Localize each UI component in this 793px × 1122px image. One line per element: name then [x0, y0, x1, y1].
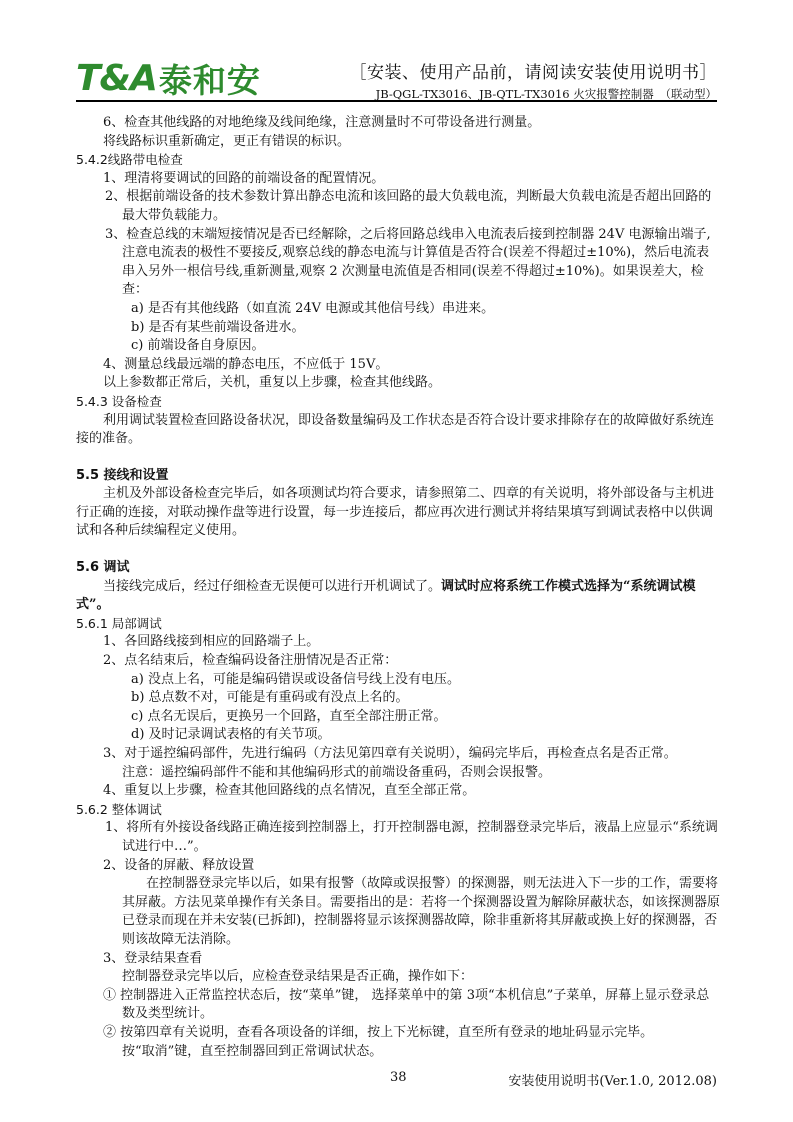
header-subtitle: JB-QGL-TX3016、JB-QTL-TX3016 火灾报警控制器 （联动型）	[375, 87, 717, 101]
list-item: 1、理清将要调试的回路的前端设备的配置情况。	[103, 170, 385, 186]
sub-list-item: b) 总点数不对，可能是有重码或有没点上名的。	[131, 690, 409, 706]
paragraph: 以上参数都正常后，关机，重复以上步骤，检查其他线路。	[103, 375, 442, 391]
section-heading-5-6-2: 5.6.2 整体调试	[76, 801, 162, 817]
footer-version: 安装使用说明书(Ver.1.0, 2012.08)	[508, 1074, 717, 1089]
section-heading-5-4-3: 5.4.3 设备检查	[76, 393, 162, 409]
sub-list-item: d) 及时记录调试表格的有关节项。	[131, 727, 331, 743]
list-item: 2、根据前端设备的技术参数计算出静态电流和该回路的最大负载电流，判断最大负载电流是否超出回路的最大带负载能力。	[105, 189, 712, 223]
header-text	[350, 58, 718, 102]
note: 注意：遥控编码部件不能和其他编码形式的前端设备重码，否则会误报警。	[122, 764, 552, 780]
list-item: 3、检查总线的末端短接情况是否已经解除，之后将回路总线串入电流表后接到控制器 24V 电源输出端子,注意电流表的极性不要接反,观察总线的静态电流与计算值是否符合(误差不得超过±10%)，然后电流表串入另外一根信号线,重新测量,观察 2 次测量电流值是否相同(误差不得超过±10%)。如果误差大，检查：	[105, 226, 711, 298]
paragraph: 主机及外部设备检查完毕后，如各项测试均符合要求，请参照第二、四章的有关说明，将外部设备与主机进行正确的连接，对联动操作盘等进行设置，每一步连接后，都应再次进行测试并将结果填写到调试表格中以供调试和各种后续编程定义使用。	[76, 486, 715, 539]
paragraph: 按“取消”键，直至控制器回到正常调试状态。	[122, 1043, 383, 1059]
logo-latin: T&A	[76, 57, 157, 99]
sub-list-item: a) 是否有其他线路（如直流 24V 电源或其他信号线）串进来。	[131, 300, 495, 316]
paragraph	[76, 578, 720, 615]
company-logo	[76, 55, 261, 101]
sub-list-item: c) 点名无误后，更换另一个回路，直至全部注册正常。	[131, 708, 447, 724]
list-item: 2、设备的屏蔽、释放设置	[103, 857, 255, 873]
paragraph: 将线路标识重新确定，更正有错误的标识。	[103, 133, 351, 149]
paragraph-text: 当接线完成后，经过仔细检查无误便可以进行开机调试了。	[103, 578, 442, 594]
circled-step: ② 按第四章有关说明，查看各项设备的详细，按上下光标键，直至所有登录的地址码显示完毕。	[103, 1024, 654, 1040]
list-item: 2、点名结束后，检查编码设备注册情况是否正常：	[103, 653, 398, 669]
section-heading-5-5: 5.5 接线和设置	[76, 467, 169, 483]
list-item: 3、登录结果查看	[103, 950, 203, 966]
section-heading-5-4-2: 5.4.2线路带电检查	[76, 152, 183, 168]
section-heading-5-6: 5.6 调试	[76, 560, 130, 576]
list-item: 1、将所有外接设备线路正确连接到控制器上，打开控制器电源，控制器登录完毕后，液晶上应显示“系统调试进行中…”。	[105, 820, 718, 854]
header-title: ［安装、使用产品前，请阅读安装使用说明书］	[349, 63, 717, 83]
sub-list-item: c) 前端设备自身原因。	[131, 338, 265, 354]
list-item: 1、各回路线接到相应的回路端子上。	[103, 634, 320, 650]
paragraph: 控制器登录完毕以后，应检查登录结果是否正确，操作如下：	[122, 969, 474, 985]
emphasis-text: 调试时应将系统工作模式选择为“系统调试模式”。	[76, 578, 696, 613]
paragraph: 在控制器登录完毕以后，如果有报警（故障或误报警）的探测器，则无法进入下一步的工作，需要将其屏蔽。方法见菜单操作有关条目。需要指出的是：若将一个探测器设置为解除屏蔽状态，如该探测器原已登录而现在并未安装(已拆卸)，控制器将显示该探测器故障，除非重新将其屏蔽或换上好的探测器，否则该故障无法消除。	[122, 876, 721, 947]
list-item: 4、重复以上步骤，检查其他回路线的点名情况，直至全部正常。	[103, 783, 476, 799]
logo-chinese: 泰和安	[158, 60, 261, 100]
list-item: 3、对于遥控编码部件，先进行编码（方法见第四章有关说明），编码完毕后，再检查点名是否正常。	[103, 746, 677, 761]
section-heading-5-6-1: 5.6.1 局部调试	[76, 615, 162, 631]
header-divider	[76, 100, 717, 102]
paragraph: 利用调试装置检查回路设备状况，即设备数量编码及工作状态是否符合设计要求排除存在的故障做好系统连接的准备。	[76, 412, 715, 447]
sub-list-item: b) 是否有某些前端设备进水。	[131, 319, 305, 335]
list-item: 4、测量总线最远端的静态电压，不应低于 15V。	[103, 356, 389, 372]
page-number: 38	[390, 1070, 407, 1085]
paragraph: 6、检查其他线路的对地绝缘及线间绝缘，注意测量时不可带设备进行测量。	[103, 115, 541, 130]
sub-list-item: a) 没点上名，可能是编码错误或设备信号线上没有电压。	[131, 671, 460, 687]
circled-step: ① 控制器进入正常监控状态后，按“菜单”键， 选择菜单中的第 3项“本机信息”子菜单，屏幕上显示登录总数及类型统计。	[103, 987, 710, 1022]
page-content	[76, 114, 720, 1061]
